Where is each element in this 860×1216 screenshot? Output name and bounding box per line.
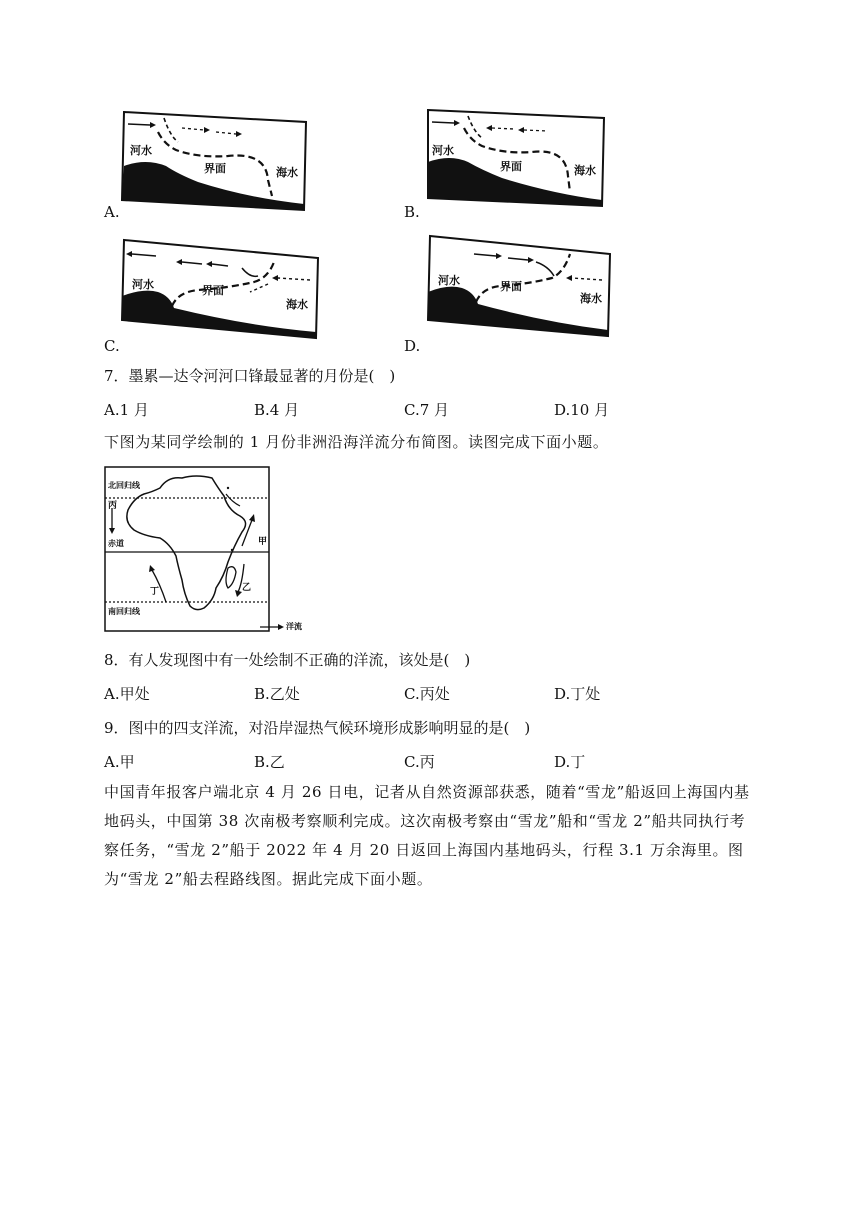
tropic-of-cancer-label: 北回归线 [108,480,140,490]
equator-label: 赤道 [108,538,124,548]
label-sea: 海水 [574,164,596,177]
question-8-option-b: B.乙处 [254,685,300,703]
label-interface: 界面 [204,162,226,175]
option-d-figure [424,232,614,340]
label-river: 河水 [438,274,460,287]
question-9-stem: 9．图中的四支洋流，对沿岸湿热气候环境形成影响明显的是( ) [104,719,531,737]
tropic-of-capricorn-label: 南回归线 [108,606,140,616]
question-7-option-c: C.7 月 [404,401,450,419]
option-c-letter: C. [104,337,120,355]
label-interface: 界面 [500,160,522,173]
label-interface: 界面 [202,284,224,297]
xuelong-passage: 中国青年报客户端北京 4 月 26 日电，记者从自然资源部获悉，随着“雪龙”船返回上海国内基地码头，中国第 38 次南极考察顺利完成。这次南极考察由“雪龙”船和“雪龙 2”船共同执行考察任务，“雪龙 2”船于 2022 年 4 月 20 日返回上海国内基地码头，行程 3.1 万余海里。图为“雪龙 2”船去程路线图。据此完成下面小题。 [104,783,750,888]
option-b-letter: B. [404,203,420,221]
question-9-option-d: D.丁 [554,753,586,771]
question-8-option-a: A.甲处 [104,685,150,703]
question-7-option-d: D.10 月 [554,401,610,419]
current-yi-label: 乙 [242,583,252,593]
label-interface: 界面 [500,280,522,293]
current-ding-label: 丁 [150,587,160,597]
africa-intro: 下图为某同学绘制的 1 月份非洲沿海洋流分布简图。读图完成下面小题。 [104,433,609,451]
question-8-option-c: C.丙处 [404,685,450,703]
question-9-option-b: B.乙 [254,753,285,771]
question-8-option-d: D.丁处 [554,685,601,703]
label-sea: 海水 [580,292,602,305]
option-c-figure [118,234,324,342]
question-8-stem: 8．有人发现图中有一处绘制不正确的洋流，该处是( ) [104,651,471,669]
question-7-option-a: A.1 月 [104,401,149,419]
option-a-letter: A. [104,203,120,221]
question-9-option-c: C.丙 [404,753,435,771]
question-7-stem: 7．墨累—达令河河口锋最显著的月份是( ) [104,367,396,385]
option-b-figure [424,106,608,210]
label-sea: 海水 [276,166,298,179]
current-bing-label: 丙 [108,501,118,511]
africa-current-map [104,466,304,634]
label-river: 河水 [432,144,454,157]
question-9-option-a: A.甲 [104,753,135,771]
label-river: 河水 [132,278,154,291]
option-a-figure [118,108,310,212]
question-7-option-b: B.4 月 [254,401,300,419]
label-sea: 海水 [286,298,308,311]
legend-current-label: 洋流 [286,621,302,631]
label-river: 河水 [130,144,152,157]
current-jia-label: 甲 [258,537,268,547]
option-d-letter: D. [404,337,421,355]
